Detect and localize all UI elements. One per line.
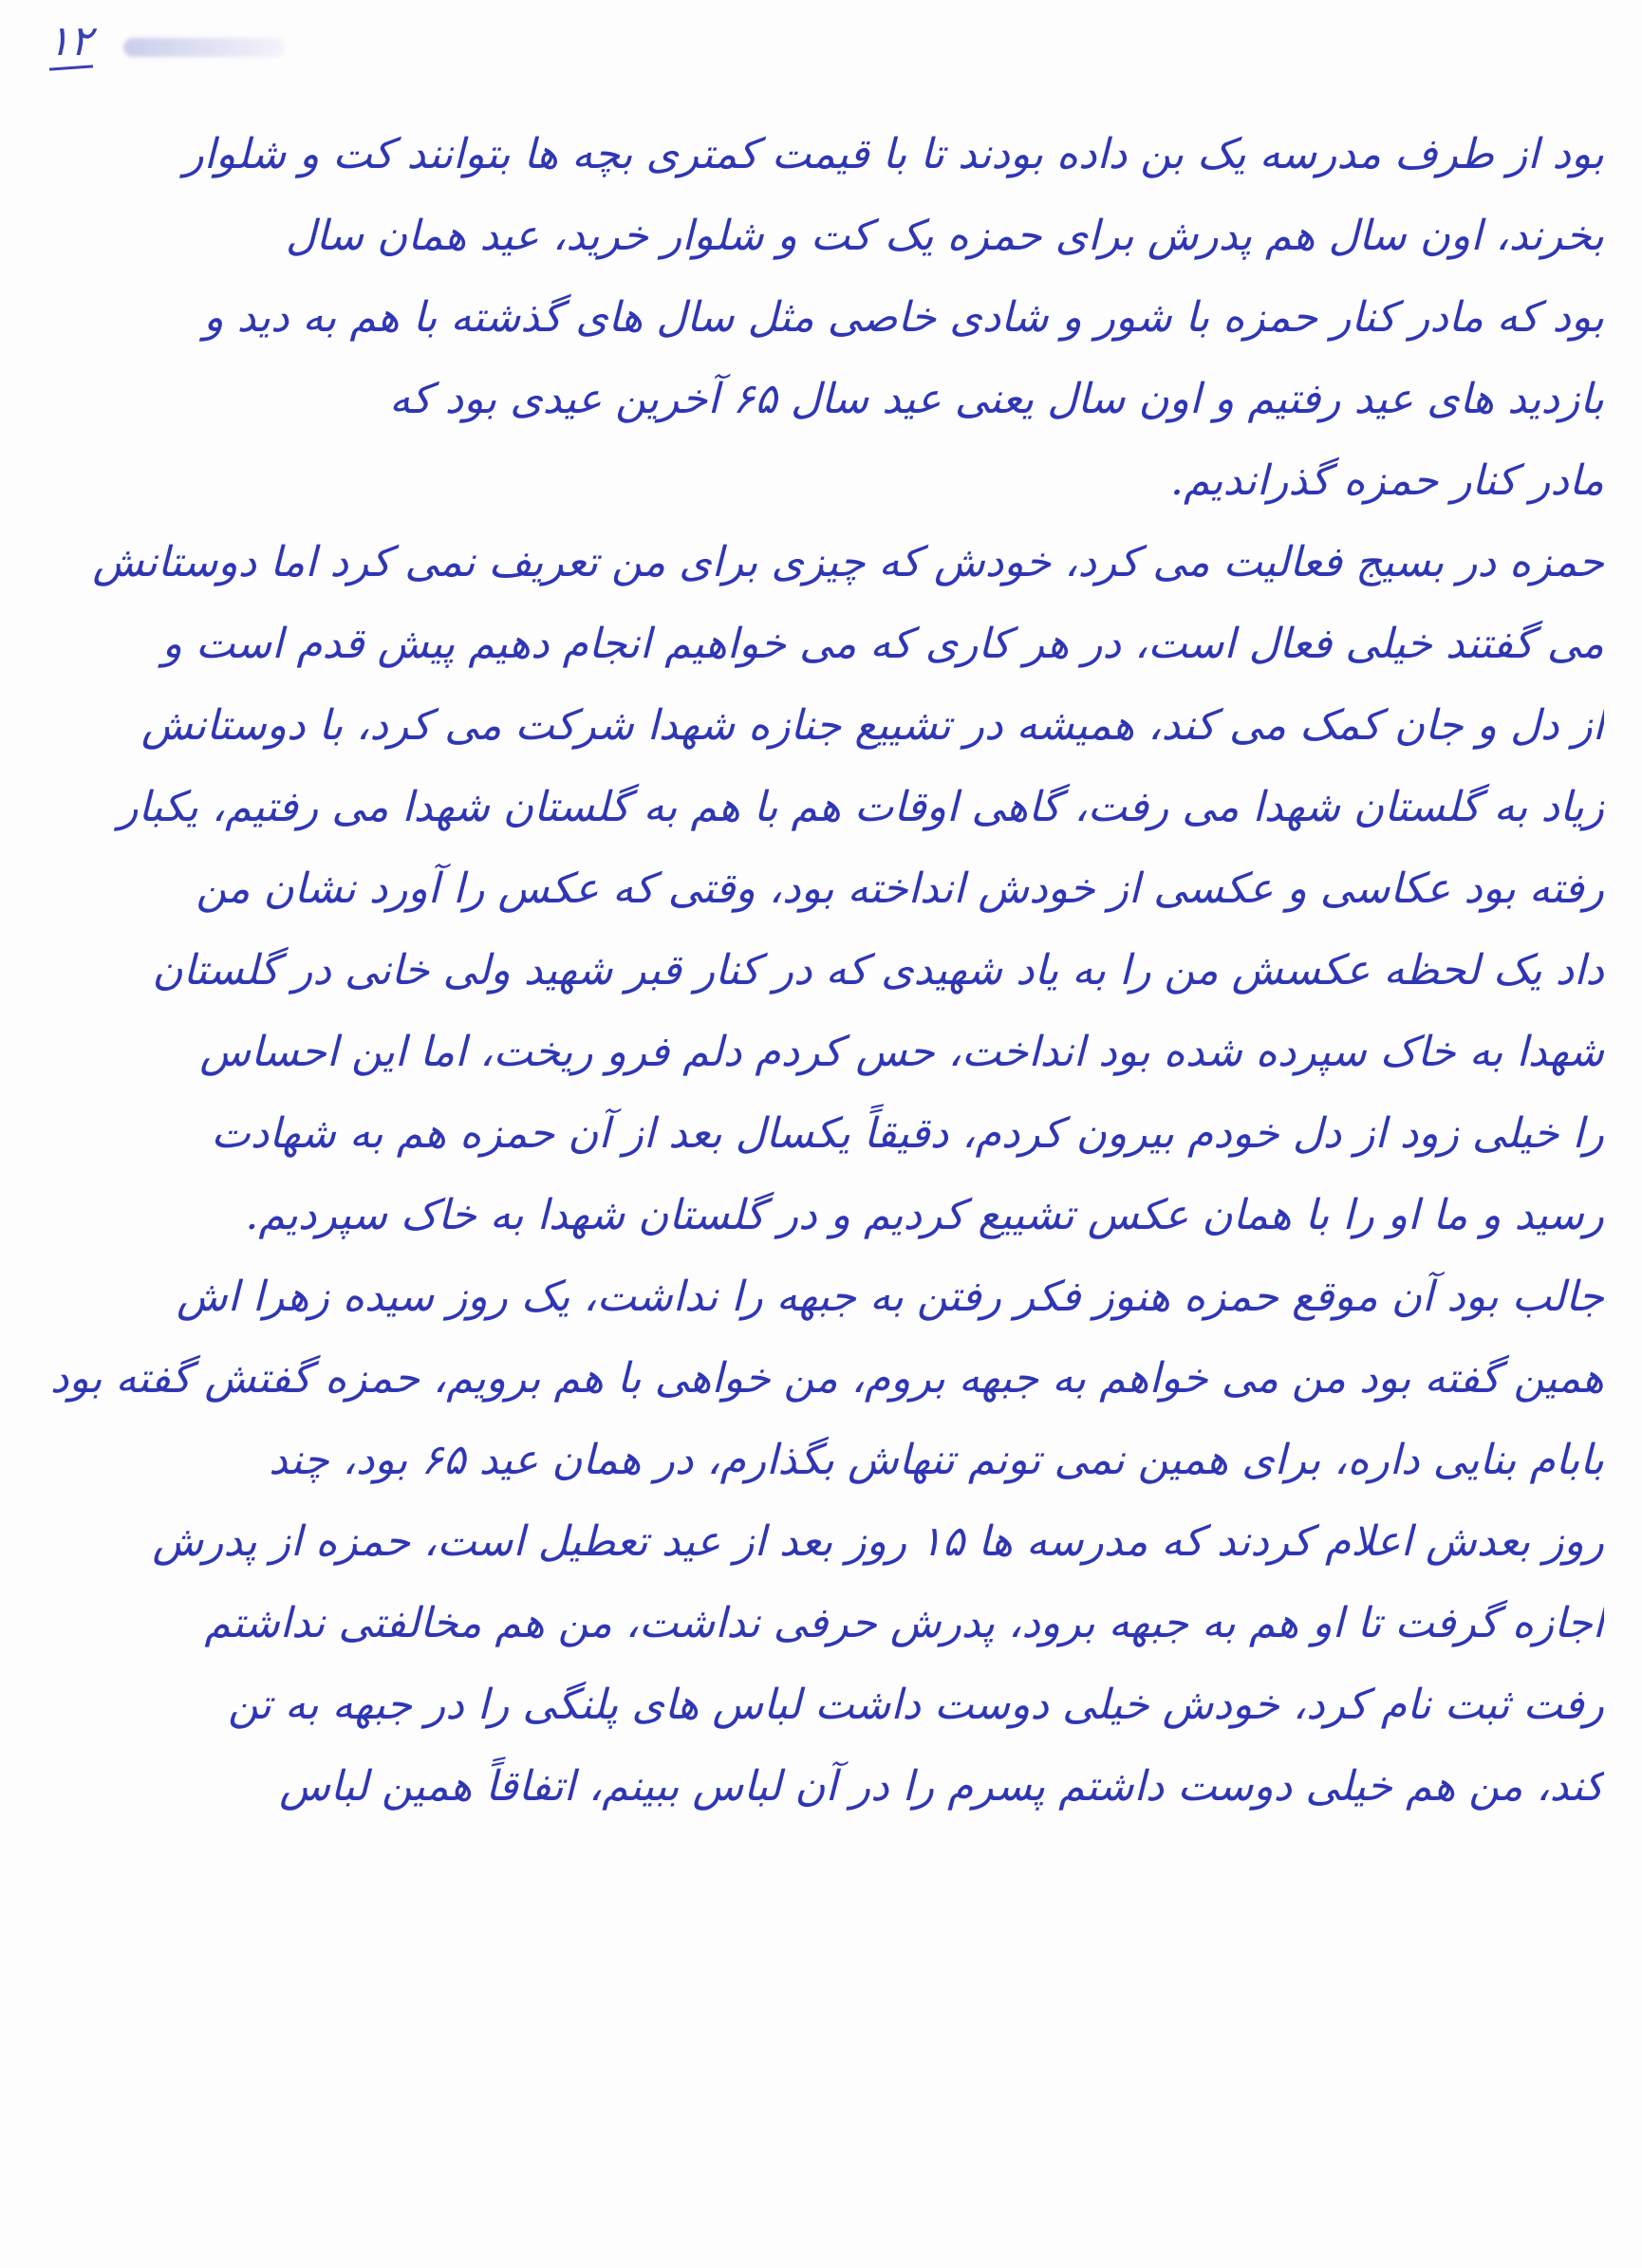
text-line: زیاد به گلستان شهدا می رفت، گاهی اوقات هم با هم به گلستان شهدا می رفتیم، یکبار <box>118 783 1604 831</box>
text-line: همین گفته بود من می خواهم به جبهه بروم، من خواهی با هم برویم، حمزه گفتش گفته بود <box>49 1354 1604 1403</box>
text-line: روز بعدش اعلام کردند که مدرسه ها ۱۵ روز بعد از عید تعطیل است، حمزه از پدرش <box>152 1517 1604 1566</box>
page-number-underline <box>49 65 93 70</box>
page-number: ۱۲ <box>47 17 93 65</box>
text-line: را خیلی زود از دل خودم بیرون کردم، دقیقاً یکسال بعد از آن حمزه هم به شهادت <box>211 1109 1604 1158</box>
ink-smudge <box>123 38 285 57</box>
text-line: بود از طرف مدرسه یک بن داده بودند تا با قیمت کمتری بچه ها بتوانند کت و شلوار <box>183 130 1604 178</box>
text-line: رسید و ما او را با همان عکس تشییع کردیم و در گلستان شهدا به خاک سپردیم. <box>245 1191 1604 1239</box>
text-line: بخرند، اون سال هم پدرش برای حمزه یک کت و شلوار خرید، عید همان سال <box>285 212 1604 260</box>
text-line: جالب بود آن موقع حمزه هنوز فکر رفتن به جبهه را نداشت، یک روز سیده زهرا اش <box>177 1273 1604 1321</box>
handwritten-text-body <box>38 114 1604 1828</box>
text-line: می گفتند خیلی فعال است، در هر کاری که می خواهیم انجام دهیم پیش قدم است و <box>161 620 1604 668</box>
text-line: اجازه گرفت تا او هم به جبهه برود، پدرش حرفی نداشت، من هم مخالفتی نداشتم <box>204 1599 1604 1647</box>
text-line: بود که مادر کنار حمزه با شور و شادی خاصی مثل سال های گذشته با هم به دید و <box>203 293 1604 342</box>
text-line: شهدا به خاک سپرده شده بود انداخت، حس کردم دلم فرو ریخت، اما این احساس <box>199 1028 1604 1076</box>
text-line: بازدید های عید رفتیم و اون سال یعنی عید سال ۶۵ آخرین عیدی بود که <box>389 375 1604 423</box>
text-line: از دل و جان کمک می کند، همیشه در تشییع جنازه شهدا شرکت می کرد، با دوستانش <box>140 701 1604 750</box>
text-line: بابام بنایی داره، برای همین نمی تونم تنهاش بگذارم، در همان عید ۶۵ بود، چند <box>269 1436 1604 1484</box>
text-line: رفت ثبت نام کرد، خودش خیلی دوست داشت لباس های پلنگی را در جبهه به تن <box>228 1681 1604 1729</box>
text-line: کند، من هم خیلی دوست داشتم پسرم را در آن لباس ببینم، اتفاقاً همین لباس <box>279 1762 1604 1811</box>
text-line: داد یک لحظه عکسش من را به یاد شهیدی که در کنار قبر شهید ولی خانی در گلستان <box>152 946 1604 995</box>
text-line: حمزه در بسیج فعالیت می کرد، خودش که چیزی برای من تعریف نمی کرد اما دوستانش <box>92 538 1604 586</box>
text-line: مادر کنار حمزه گذراندیم. <box>1170 456 1604 505</box>
text-line: رفته بود عکاسی و عکسی از خودش انداخته بود، وقتی که عکس را آورد نشان من <box>196 864 1604 913</box>
